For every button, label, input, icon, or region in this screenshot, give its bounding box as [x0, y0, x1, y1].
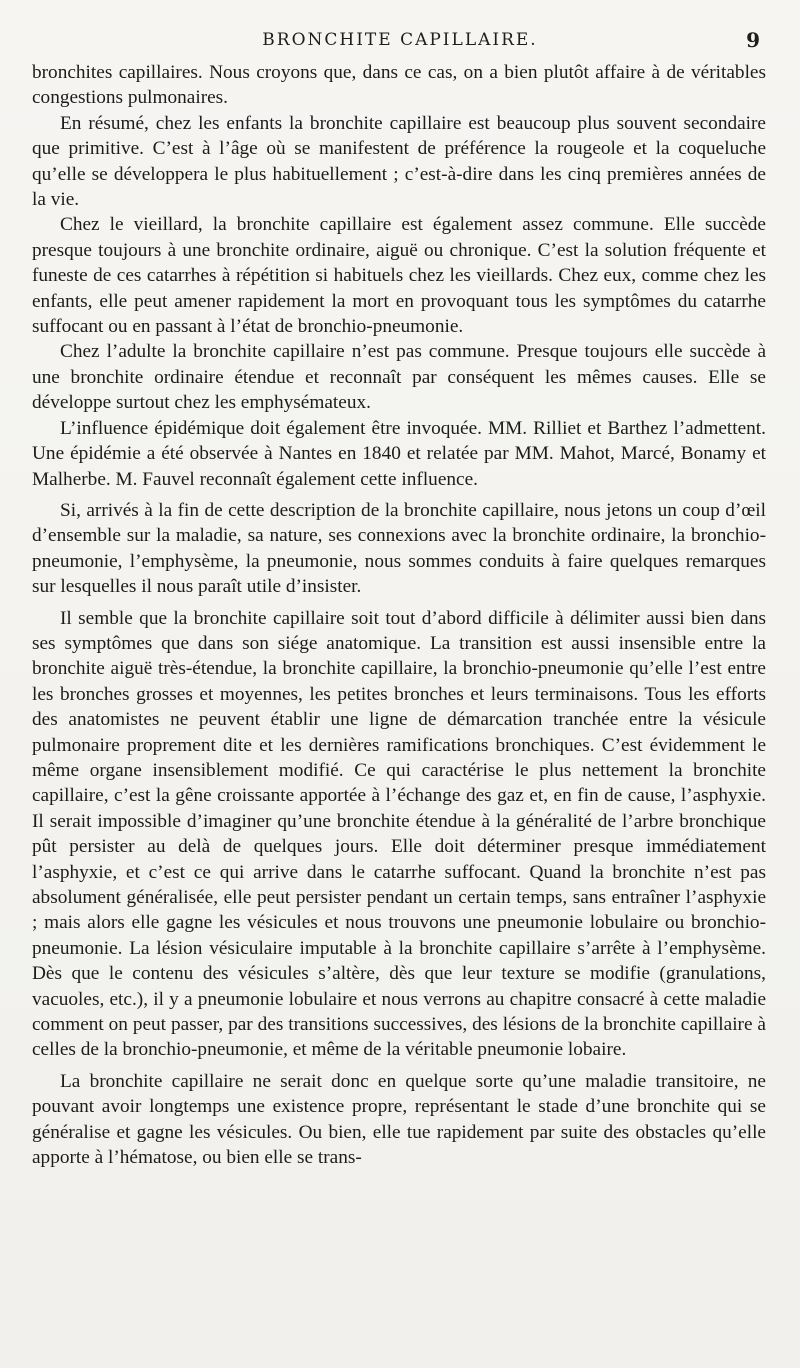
page-header [30, 30, 770, 54]
paragraph-children: En résumé, chez les enfants la bronchite capillaire est beaucoup plus souvent secondaire que primitive. C’est à l’âge où se manifestent de préférence la rougeole et la coqueluche qu’elle se développera le plus habituellement ; c’est-à-dire dans les cinq premières années de la vie. [32, 112, 766, 211]
paragraph-adult: Chez l’adulte la bronchite capillaire n’est pas commune. Presque toujours elle succède à une bronchite ordinaire étendue et reconnaît par conséquent les mêmes causes. Elle se développe surtout chez les emphysémateux. [32, 341, 766, 414]
paragraph-continuation: bronchites capillaires. Nous croyons que, dans ce cas, on a bien plutôt affaire à de véritables congestions pulmonaires. [32, 62, 766, 109]
paragraph-elderly: Chez le vieillard, la bronchite capillaire est également assez commune. Elle succède presque toujours à une bronchite ordinaire, aiguë ou chronique. C’est la solution fréquente et funeste de ces catarrhes à répétition si habituels chez les vieillards. Chez eux, comme chez les enfants, elle peut amener rapidement la mort en provoquant tous les symptômes du catarrhe suffocant ou en passant à l’état de bronchio-pneumonie. [32, 214, 766, 338]
paragraph-epidemic: L’influence épidémique doit également être invoquée. MM. Rilliet et Barthez l’admettent. Une épidémie a été observée à Nantes en 1840 et relatée par MM. Mahot, Marcé, Bonamy et Malherbe. M. Fauvel reconnaît également cette influence. [32, 417, 766, 490]
running-title: BRONCHITE CAPILLAIRE. [262, 30, 538, 50]
paragraph-transitory: La bronchite capillaire ne serait donc en quelque sorte qu’une maladie transitoire, ne pouvant avoir longtemps une existence propre, représentant le stade d’une bronchite qui se généralise et gagne les vésicules. Ou bien, elle tue rapidement par suite des obstacles qu’elle apporte à l’hématose, ou bien elle se trans- [32, 1070, 766, 1169]
page-number: 9 [746, 28, 760, 52]
paragraph-overview: Si, arrivés à la fin de cette description de la bronchite capillaire, nous jetons un coup d’œil d’ensemble sur la maladie, sa nature, ses connexions avec la bronchite ordinaire, la bronchio-pneumonie, l’emphysème, la pneumonie, nous sommes conduits à faire quelques remarques sur lesquelles il nous paraît utile d’insister. [32, 499, 766, 598]
paragraph-delimitation: Il semble que la bronchite capillaire soit tout d’abord difficile à délimiter aussi bien dans ses symptômes que dans son siége anatomique. La transition est aussi insensible entre la bronchite aiguë très-étendue, la bronchite capillaire, la bronchio-pneumonie qu’elle l’est entre les bronches grosses et moyennes, les petites bronches et leurs terminaisons. Tous les efforts des anatomistes ne peuvent établir une ligne de démarcation tranchée entre la vésicule pulmonaire proprement dite et les dernières ramifications bronchiques. C’est évidemment le même organe insensiblement modifié. Ce qui caractérise le plus nettement la bronchite capillaire, c’est la gêne croissante apportée à l’échange des gaz et, en fin de cause, l’asphyxie. Il serait impossible d’imaginer qu’une bronchite étendue à la généralité de l’arbre bronchique pût persister au delà de quelques jours. Elle doit déterminer presque immédiatement l’asphyxie, et c’est ce qui arrive dans le catarrhe suffocant. Quand la bronchite n’est pas absolument généralisée, elle peut persister pendant un certain temps, sans entraîner l’asphyxie ; mais alors elle gagne les vésicules et nous trouvons une pneumonie lobulaire ou bronchio-pneumonie. La lésion vésiculaire imputable à la bronchite capillaire s’arrête à l’emphysème. Dès que le contenu des vésicules s’altère, dès que leur texture se modifie (granulations, vacuoles, etc.), il y a pneumonie lobulaire et nous verrons au chapitre consacré à cette maladie comment on peut passer, par des transitions successives, des lésions de la bronchite capillaire à celles de la bronchio-pneumonie, et même de la véritable pneumonie lobaire. [32, 607, 766, 1061]
body-text [32, 60, 766, 1170]
